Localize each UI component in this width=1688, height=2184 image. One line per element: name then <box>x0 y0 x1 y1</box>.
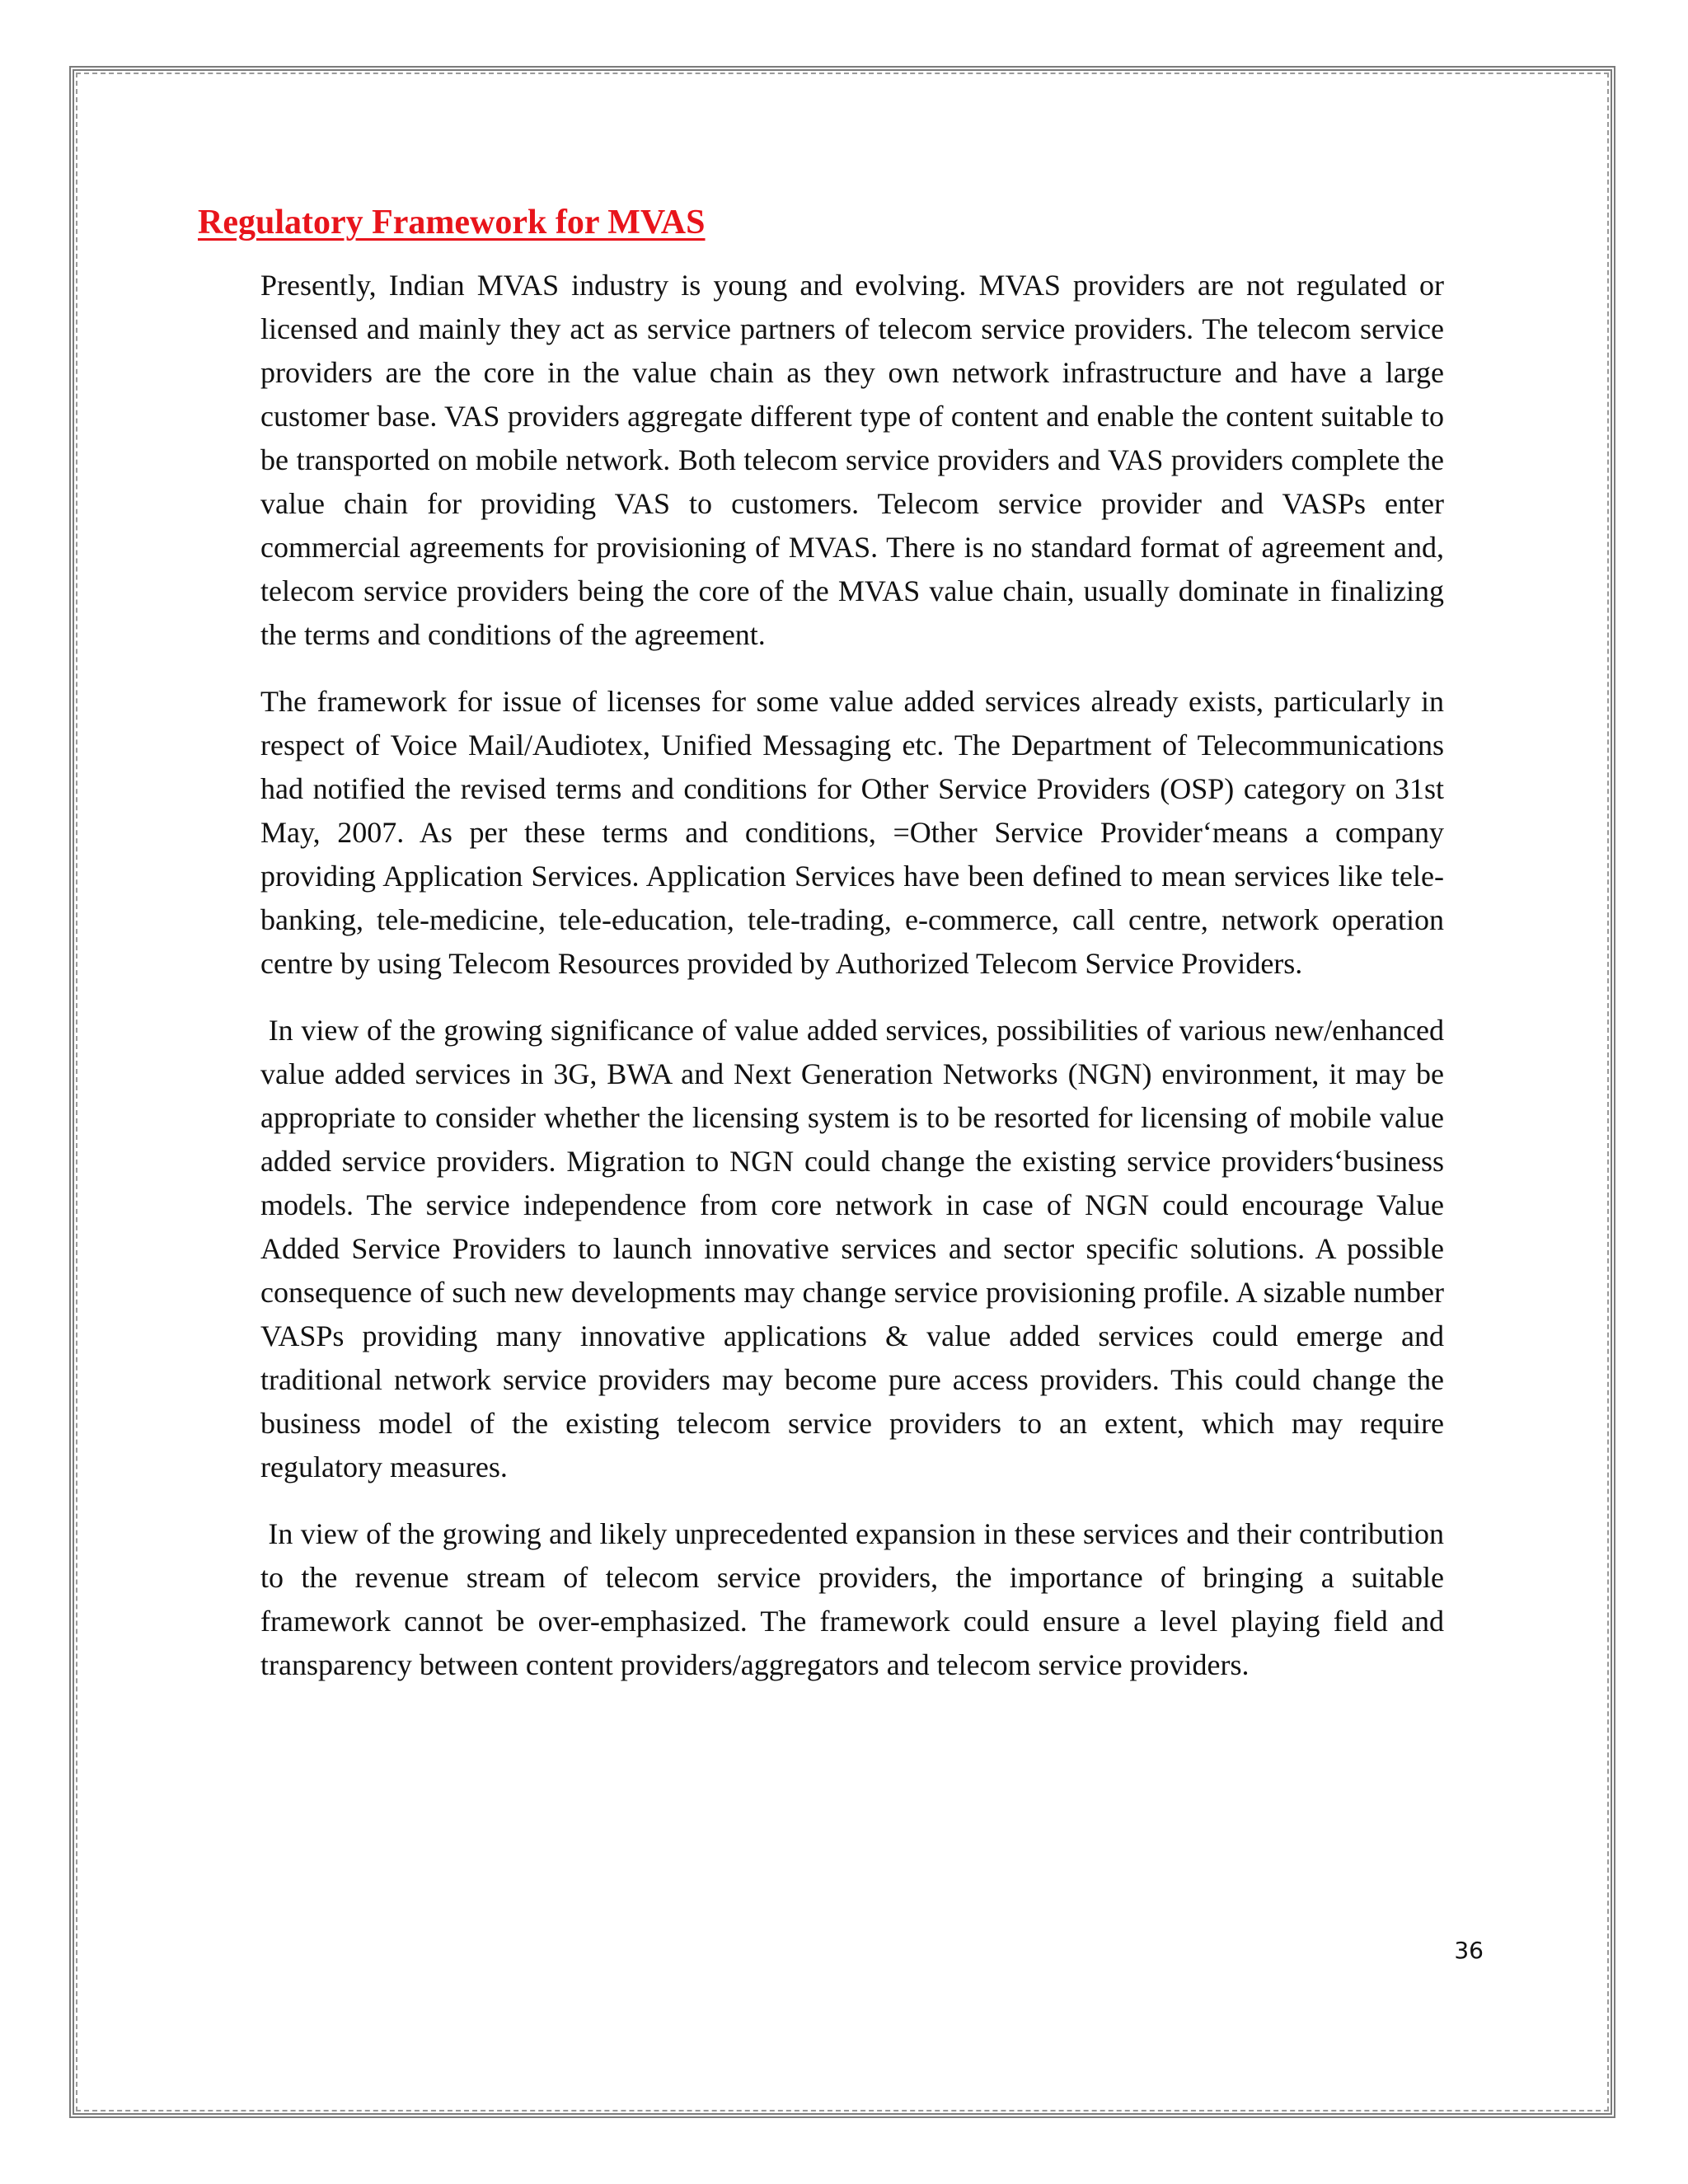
page-number: 36 <box>1454 1937 1484 1964</box>
paragraph-4: In view of the growing and likely unprecedented expansion in these services and their contribution to the revenue stream of telecom service providers, the importance of bringing a suitable framework cannot be over-emphasized. The framework could ensure a level playing field and transparency between content providers/aggregators and telecom service providers. <box>260 1517 1452 1681</box>
section-title: Regulatory Framework for MVAS <box>198 204 706 241</box>
document-body <box>198 198 1452 1710</box>
paragraph-1: Presently, Indian MVAS industry is young and evolving. MVAS providers are not regulated or licensed and mainly they act as service partners of telecom service providers. The telecom service providers are the core in the value chain as they own network infrastructure and have a large customer base. VAS providers aggregate different type of content and enable the content suitable to be transported on mobile network. Both telecom service providers and VAS providers complete the value chain for providing VAS to customers. Telecom service provider and VASPs enter commercial agreements for provisioning of MVAS. There is no standard format of agreement and, telecom service providers being the core of the MVAS value chain, usually dominate in finalizing the terms and conditions of the agreement. <box>260 269 1444 651</box>
paragraph-3: In view of the growing significance of value added services, possibilities of various new/enhanced value added services in 3G, BWA and Next Generation Networks (NGN) environment, it may be appropriate to consider whether the licensing system is to be resorted for licensing of mobile value added service providers. Migration to NGN could change the existing service providers‘business models. The service independence from core network in case of NGN could encourage Value Added Service Providers to launch innovative services and sector specific solutions. A possible consequence of such new developments may change service provisioning profile. A sizable number VASPs providing many innovative applications & value added services could emerge and traditional network service providers may become pure access providers. This could change the business model of the existing telecom service providers to an extent, which may require regulatory measures. <box>260 1014 1452 1483</box>
paragraph-2: The framework for issue of licenses for some value added services already exists, particularly in respect of Voice Mail/Audiotex, Unified Messaging etc. The Department of Telecommunications had notified the revised terms and conditions for Other Service Providers (OSP) category on 31st May, 2007. As per these terms and conditions, =Other Service Provider‘means a company providing Application Services. Application Services have been defined to mean services like tele-banking, tele-medicine, tele-education, tele-trading, e-commerce, call centre, network operation centre by using Telecom Resources provided by Authorized Telecom Service Providers. <box>260 685 1444 980</box>
paragraph-list <box>260 264 1452 1687</box>
